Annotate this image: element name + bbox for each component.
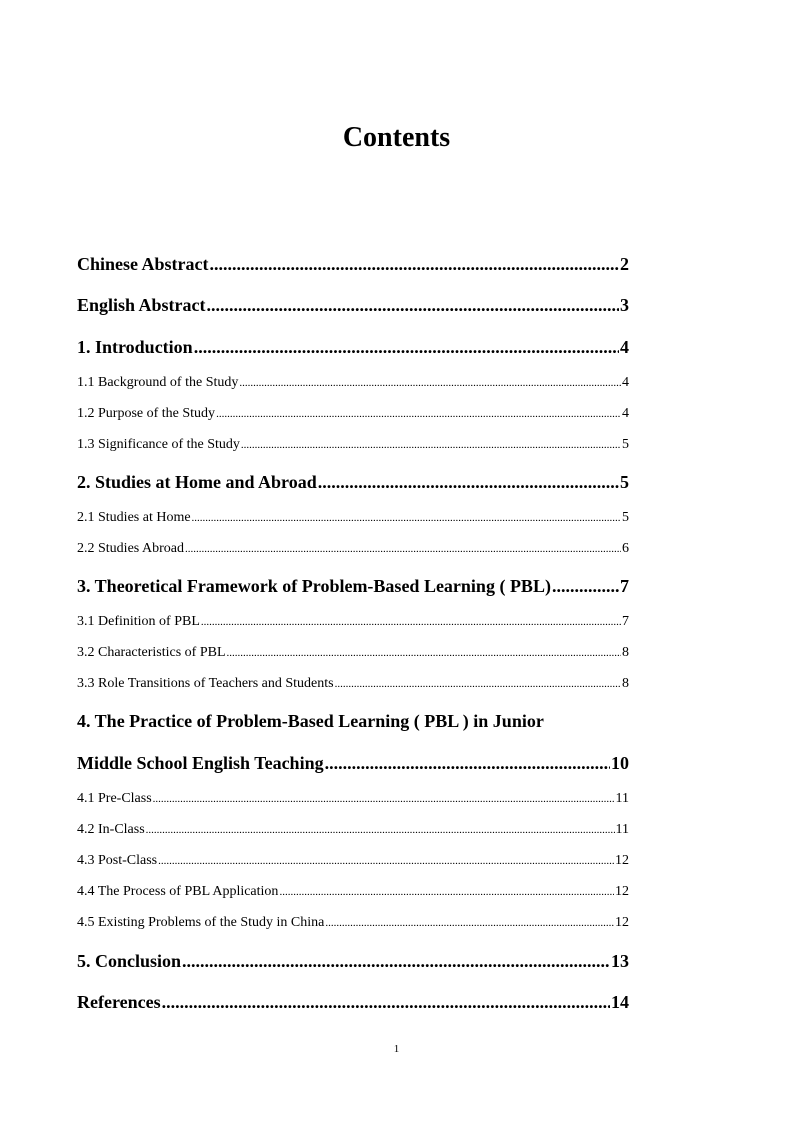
- toc-entry-label: 2.1 Studies at Home: [77, 510, 191, 525]
- toc-entry-page: 13: [611, 951, 629, 971]
- toc-entry-3-2[interactable]: [77, 644, 629, 662]
- toc-entry-page: 7: [620, 576, 629, 596]
- toc-entry-label: 1.2 Purpose of the Study: [77, 406, 216, 421]
- toc-entry-page: 14: [611, 992, 629, 1012]
- toc-entry-chinese-abstract[interactable]: [77, 252, 629, 276]
- toc-entry-label: 3.3 Role Transitions of Teachers and Students: [77, 676, 334, 691]
- dot-leader: [325, 751, 610, 775]
- toc-entry-label: 3.2 Characteristics of PBL: [77, 645, 226, 660]
- toc-entry-label: Chinese Abstract: [77, 254, 209, 274]
- toc-entry-1-2[interactable]: [77, 405, 629, 423]
- dot-leader: [158, 852, 614, 870]
- dot-leader: [201, 613, 621, 631]
- toc-entry-page: 12: [615, 915, 629, 930]
- toc-entry-4-5[interactable]: [77, 914, 629, 932]
- dot-leader: [227, 644, 621, 662]
- toc-entry-2-1[interactable]: [77, 509, 629, 527]
- toc-entry-label: 1.1 Background of the Study: [77, 375, 239, 390]
- toc-entry-3-1[interactable]: [77, 613, 629, 631]
- toc-entry-label: 4.3 Post-Class: [77, 853, 158, 868]
- toc-entry-label: References: [77, 992, 161, 1012]
- toc-entry-practice-pbl-line1[interactable]: 4. The Practice of Problem-Based Learning ( PBL ) in Junior: [77, 711, 544, 731]
- toc-entry-studies-home-abroad[interactable]: [77, 470, 629, 494]
- dot-leader: [210, 252, 620, 276]
- toc-entry-label: English Abstract: [77, 295, 206, 315]
- dot-leader: [182, 949, 610, 973]
- toc-entry-page: 4: [622, 406, 629, 421]
- dot-leader: [335, 675, 621, 693]
- toc-entry-theoretical-framework[interactable]: [77, 574, 629, 598]
- toc-entry-4-1[interactable]: [77, 790, 629, 808]
- toc-entry-practice-pbl[interactable]: [77, 751, 629, 775]
- page-title: Contents: [342, 122, 451, 153]
- toc-entry-page: 12: [615, 853, 629, 868]
- toc-entry-2-2[interactable]: [77, 540, 629, 558]
- toc-entry-page: 11: [615, 791, 629, 806]
- dot-leader: [552, 574, 619, 598]
- toc-entry-page: 2: [620, 254, 629, 274]
- dot-leader: [192, 509, 621, 527]
- toc-entry-label: 3. Theoretical Framework of Problem-Based Learning ( PBL): [77, 576, 551, 596]
- toc-entry-page: 11: [615, 822, 629, 837]
- toc-entry-page: 8: [622, 645, 629, 660]
- toc-entry-label: 2. Studies at Home and Abroad: [77, 472, 317, 492]
- dot-leader: [241, 436, 621, 454]
- toc-entry-1-3[interactable]: [77, 436, 629, 454]
- dot-leader: [207, 293, 619, 317]
- toc-entry-page: 10: [611, 753, 629, 773]
- toc-entry-4-3[interactable]: [77, 852, 629, 870]
- dot-leader: [239, 374, 621, 392]
- toc-entry-english-abstract[interactable]: [77, 293, 629, 317]
- toc-entry-label: 2.2 Studies Abroad: [77, 541, 184, 556]
- dot-leader: [318, 470, 619, 494]
- toc-entry-page: 8: [622, 676, 629, 691]
- dot-leader: [146, 821, 615, 839]
- toc-entry-references[interactable]: [77, 990, 629, 1014]
- toc-entry-4-4[interactable]: [77, 883, 629, 901]
- toc-entry-4-2[interactable]: [77, 821, 629, 839]
- dot-leader: [185, 540, 621, 558]
- toc-entry-page: 3: [620, 295, 629, 315]
- toc-entry-3-3[interactable]: [77, 675, 629, 693]
- toc-entry-label: 1.3 Significance of the Study: [77, 437, 240, 452]
- toc-entry-page: 4: [620, 337, 629, 357]
- toc-entry-page: 6: [622, 541, 629, 556]
- dot-leader: [194, 335, 619, 359]
- dot-leader: [325, 914, 614, 932]
- toc-entry-page: 4: [622, 375, 629, 390]
- toc-entry-label: Middle School English Teaching: [77, 753, 324, 773]
- toc-entry-label: 4.4 The Process of PBL Application: [77, 884, 279, 899]
- toc-entry-conclusion[interactable]: [77, 949, 629, 973]
- toc-entry-1-1[interactable]: [77, 374, 629, 392]
- toc-entry-label: 4.5 Existing Problems of the Study in China: [77, 915, 325, 930]
- toc-entry-label: 4.2 In-Class: [77, 822, 145, 837]
- toc-entry-label: 1. Introduction: [77, 337, 193, 357]
- toc-entry-page: 7: [622, 614, 629, 629]
- dot-leader: [216, 405, 621, 423]
- dot-leader: [153, 790, 615, 808]
- toc-entry-page: 5: [622, 437, 629, 452]
- dot-leader: [162, 990, 610, 1014]
- toc-entry-page: 5: [622, 510, 629, 525]
- dot-leader: [279, 883, 614, 901]
- toc-entry-label: 3.1 Definition of PBL: [77, 614, 200, 629]
- toc-entry-introduction[interactable]: [77, 335, 629, 359]
- toc-entry-label: 5. Conclusion: [77, 951, 182, 971]
- toc-entry-page: 12: [615, 884, 629, 899]
- page-number: 1: [393, 1043, 400, 1055]
- toc-entry-label: 4.1 Pre-Class: [77, 791, 152, 806]
- toc-entry-page: 5: [620, 472, 629, 492]
